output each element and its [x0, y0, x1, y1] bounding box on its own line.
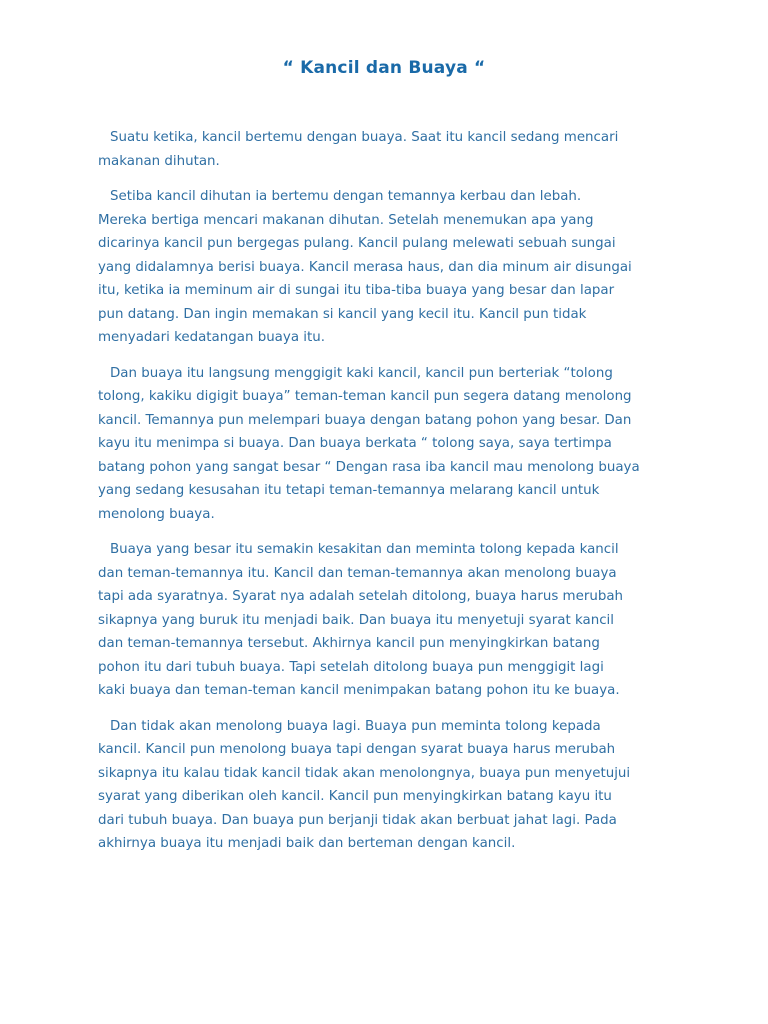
paragraph-line: dicarinya kancil pun bergegas pulang. Kancil pulang melewati sebuah sungai: [98, 236, 616, 251]
paragraph-line: Dan buaya itu langsung menggigit kaki kancil, kancil pun berteriak “tolong: [110, 365, 613, 381]
paragraph-line: syarat yang diberikan oleh kancil. Kancil pun menyingkirkan batang kayu itu: [98, 789, 612, 804]
paragraph-line: Buaya yang besar itu semakin kesakitan dan meminta tolong kepada kancil: [110, 542, 619, 557]
paragraph-line: batang pohon yang sangat besar “ Dengan rasa iba kancil mau menolong buaya: [98, 459, 640, 475]
paragraph-line: itu, ketika ia meminum air di sungai itu tiba-tiba buaya yang besar dan lapar: [98, 283, 615, 298]
paragraph-line: Dan tidak akan menolong buaya lagi. Buaya pun meminta tolong kepada: [110, 718, 601, 734]
paragraph-line: dan teman-temannya tersebut. Akhirnya kancil pun menyingkirkan batang: [98, 636, 600, 651]
paragraph-line: dan teman-temannya itu. Kancil dan teman-temannya akan menolong buaya: [98, 565, 617, 581]
paragraph-line: Setiba kancil dihutan ia bertemu dengan temannya kerbau dan lebah.: [110, 189, 582, 204]
paragraph-line: akhirnya buaya itu menjadi baik dan berteman dengan kancil.: [98, 836, 516, 851]
paragraph-line: menyadari kedatangan buaya itu.: [98, 330, 325, 345]
paragraph-line: pohon itu dari tubuh buaya. Tapi setelah ditolong buaya pun menggigit lagi: [98, 659, 604, 675]
paragraph-line: kaki buaya dan teman-teman kancil menimpakan batang pohon itu ke buaya.: [98, 683, 620, 698]
paragraph-3: [98, 362, 658, 527]
paragraph-line: kancil. Kancil pun menolong buaya tapi dengan syarat buaya harus merubah: [98, 742, 616, 757]
paragraph-line: pun datang. Dan ingin memakan si kancil yang kecil itu. Kancil pun tidak: [98, 306, 587, 322]
paragraph-line: yang didalamnya berisi buaya. Kancil merasa haus, dan dia minum air disungai: [98, 259, 632, 275]
paragraph-line: tolong, kakiku digigit buaya” teman-teman kancil pun segera datang menolong: [98, 389, 632, 404]
paragraph-4: [98, 538, 658, 703]
paragraph-line: makanan dihutan.: [98, 153, 220, 169]
paragraph-line: menolong buaya.: [98, 506, 215, 522]
paragraph-line: Mereka bertiga mencari makanan dihutan. Setelah menemukan apa yang: [98, 212, 594, 228]
paragraph-line: kayu itu menimpa si buaya. Dan buaya berkata “ tolong saya, saya tertimpa: [98, 436, 612, 451]
paragraph-line: sikapnya itu kalau tidak kancil tidak akan menolongnya, buaya pun menyetujui: [98, 765, 631, 781]
paragraph-2: [98, 185, 658, 350]
paragraph-line: kancil. Temannya pun melempari buaya dengan batang pohon yang besar. Dan: [98, 412, 632, 428]
story-body: [98, 126, 658, 868]
paragraph-1: [98, 126, 658, 173]
paragraph-line: yang sedang kesusahan itu tetapi teman-temannya melarang kancil untuk: [98, 483, 600, 498]
paragraph-line: Suatu ketika, kancil bertemu dengan buaya. Saat itu kancil sedang mencari: [110, 130, 619, 145]
document-title: “ Kancil dan Buaya “: [282, 58, 486, 78]
paragraph-line: dari tubuh buaya. Dan buaya pun berjanji tidak akan berbuat jahat lagi. Pada: [98, 812, 617, 828]
paragraph-line: sikapnya yang buruk itu menjadi baik. Dan buaya itu menyetuji syarat kancil: [98, 612, 614, 628]
paragraph-5: [98, 715, 658, 856]
paragraph-line: tapi ada syaratnya. Syarat nya adalah setelah ditolong, buaya harus merubah: [98, 589, 624, 604]
